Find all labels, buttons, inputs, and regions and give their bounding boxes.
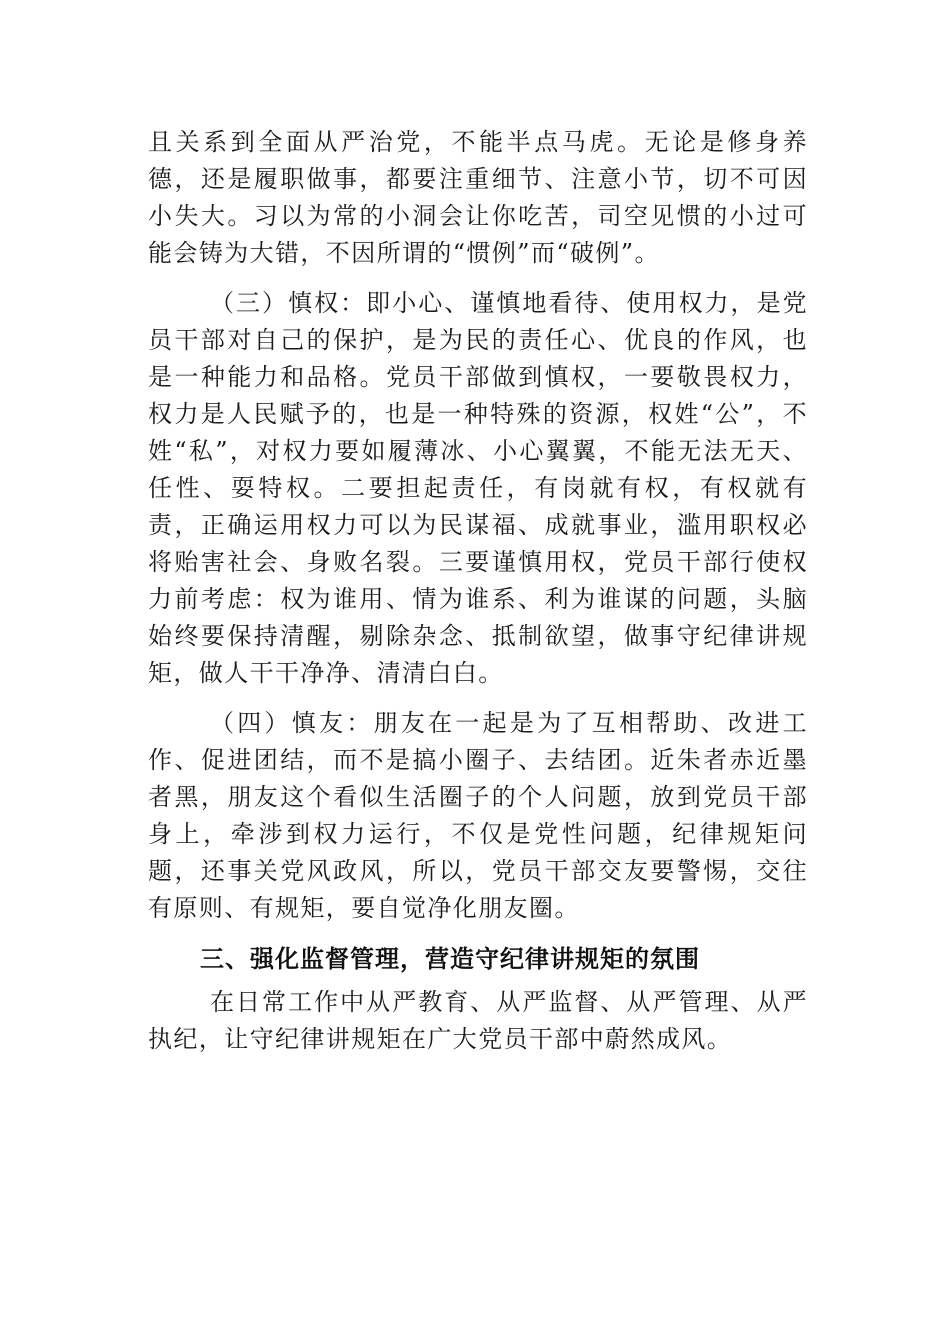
paragraph-prudence-in-power: （三）慎权：即小心、谨慎地看待、使用权力，是党员干部对自己的保护，是为民的责任心、优良的作风，也是一种能力和品格。党员干部做到慎权，一要敬畏权力，权力是人民赋予的，也是一种特殊的资源，权姓“公”，不姓“私”，对权力要如履薄冰、小心翼翼，不能无法无天、任性、耍特权。二要担起责任，有岗就有权，有权就有责，正确运用权力可以为民谋福、成就事业，滥用职权必将贻害社会、身败名裂。三要谨慎用权，党员干部行使权力前考虑：权为谁用、情为谁系、利为谁谋的问题，头脑始终要保持清醒，剔除杂念、抵制欲望，做事守纪律讲规矩，做人干干净净、清清白白。	[148, 289, 808, 687]
paragraph-continued: 且关系到全面从严治党，不能半点马虎。无论是修身养德，还是履职做事，都要注重细节、注意小节，切不可因小失大。习以为常的小洞会让你吃苦，司空见惯的小过可能会铸为大错，不因所谓的“惯例”而“破例”。	[148, 128, 808, 267]
paragraph-prudence-in-friends: （四）慎友：朋友在一起是为了互相帮助、改进工作、促进团结，而不是搞小圈子、去结团。近朱者赤近墨者黑，朋友这个看似生活圈子的个人问题，放到党员干部身上，牵涉到权力运行，不仅是党性问题，纪律规矩问题，还事关党风政风，所以，党员干部交友要警惕，交往有原则、有规矩，要自觉净化朋友圈。	[148, 709, 808, 922]
section-heading-three: 三、强化监督管理，营造守纪律讲规矩的氛围	[200, 945, 700, 973]
paragraph-supervision: 在日常工作中从严教育、从严监督、从严管理、从严执纪，让守纪律讲规矩在广大党员干部中蔚然成风。	[148, 988, 808, 1053]
document-body	[148, 124, 808, 1058]
